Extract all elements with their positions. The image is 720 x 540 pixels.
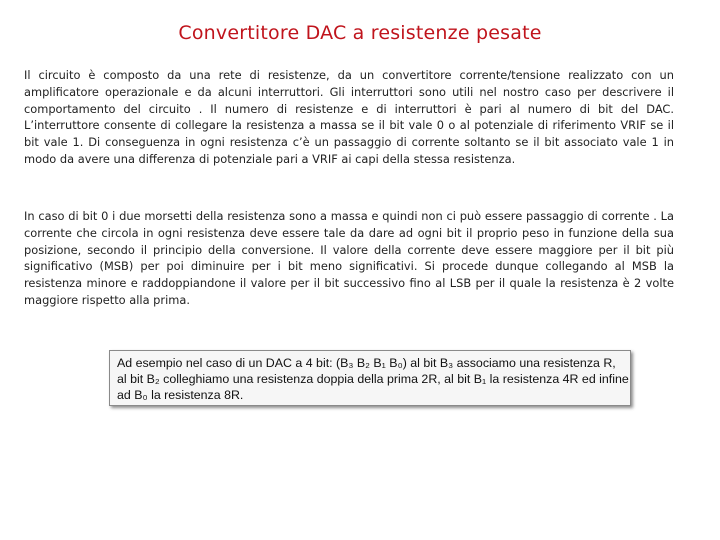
- example-box: [109, 350, 631, 406]
- paragraph-current-weighting: In caso di bit 0 i due morsetti della resistenza sono a massa e quindi non ci può essere passaggio di corrente . La corrente che circola in ogni resistenza deve essere tale da dare ad ogni bit il proprio peso in funzione della sua posizione, secondo il principio della conversione. Il valore della corrente deve essere maggiore per il bit più significativo (MSB) per poi diminuire per i bit meno significativi. Si procede dunque collegando al MSB la resistenza minore e raddoppiandone il valore per il bit successivo fino al LSB per il quale la resistenza è 2 volte maggiore rispetto alla prima.: [24, 209, 674, 307]
- example-line-2: al bit B₂ colleghiamo una resistenza doppia della prima 2R, al bit B₁ la resistenza 4R ed infine: [117, 372, 629, 386]
- example-line-1: Ad esempio nel caso di un DAC a 4 bit: (B₃ B₂ B₁ B₀) al bit B₃ associamo una resistenza R,: [117, 356, 616, 370]
- example-line-3: ad B₀ la resistenza 8R.: [117, 388, 244, 402]
- slide-title: Convertitore DAC a resistenze pesate: [178, 22, 542, 44]
- paragraph-circuit-description: Il circuito è composto da una rete di resistenze, da un convertitore corrente/tensione realizzato con un amplificatore operazionale e da alcuni interruttori. Gli interruttori sono utili nel nostro caso per descrivere il comportamento del circuito . Il numero di resistenze e di interruttori è pari al numero di bit del DAC. L’interruttore consente di collegare la resistenza a massa se il bit vale 0 o al potenziale di riferimento VRIF se il bit vale 1. Di conseguenza in ogni resistenza c’è un passaggio di corrente soltanto se il bit associato vale 1 in modo da avere una differenza di potenziale pari a VRIF ai capi della stessa resistenza.: [24, 68, 674, 166]
